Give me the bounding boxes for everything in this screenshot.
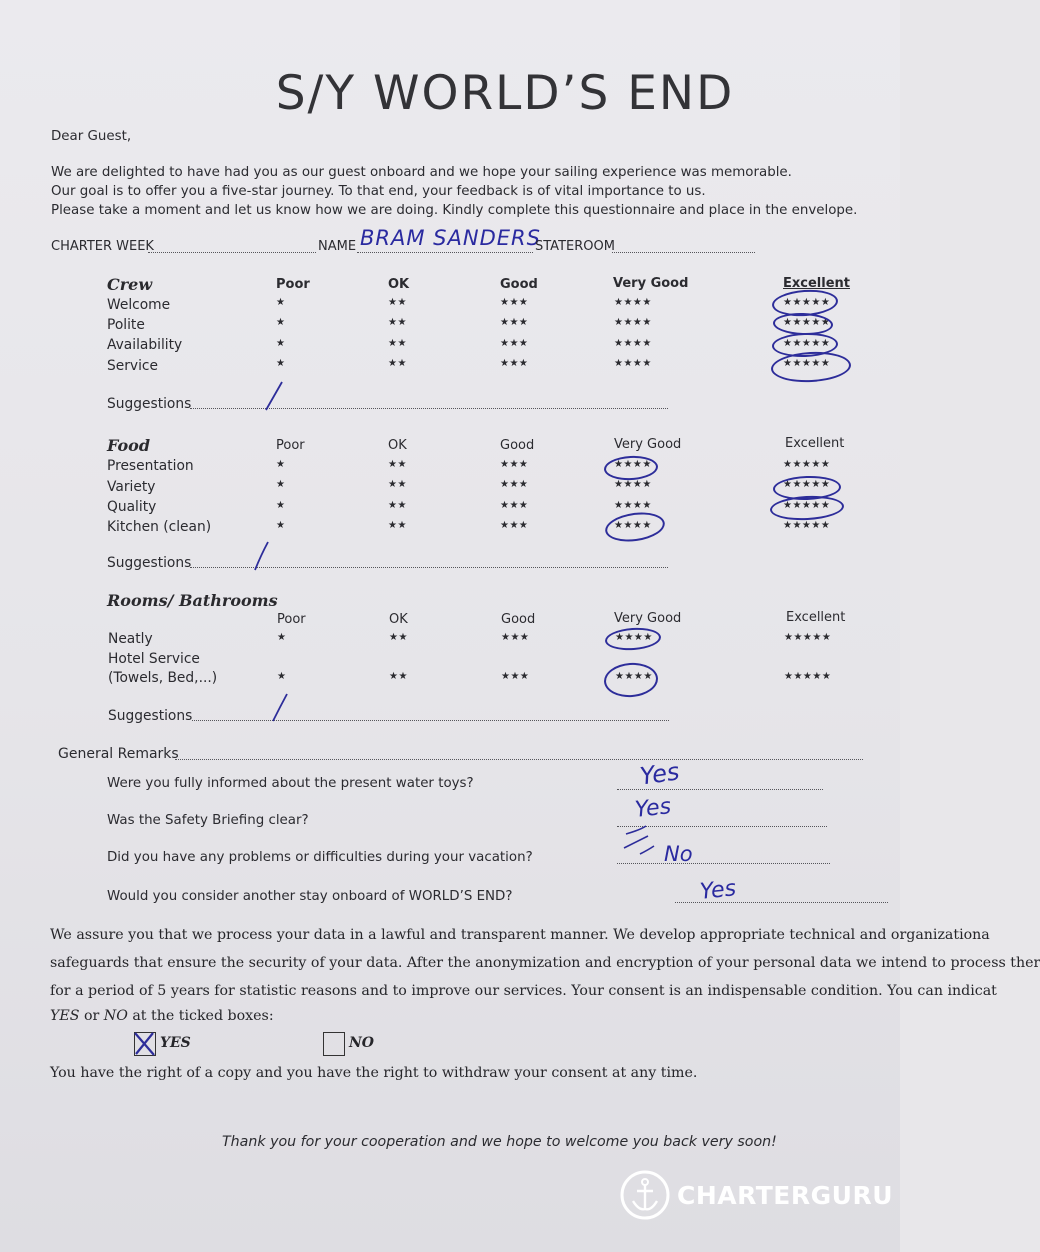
crew-row-welcome: Welcome	[107, 297, 171, 313]
food-quality-excellent-mark	[769, 494, 844, 522]
charter-week-field[interactable]	[148, 252, 316, 253]
rooms-row-hotel-service-detail: (Towels, Bed,...)	[108, 670, 218, 686]
food-row3-good-stars[interactable]: ★★★	[500, 520, 529, 531]
answer-water-toys[interactable]: Yes	[638, 757, 682, 791]
crew-row0-good-stars[interactable]: ★★★	[500, 297, 529, 308]
consent-yes-word: YES	[50, 1008, 80, 1024]
closing-message: Thank you for your cooperation and we hope to welcome you back very soon!	[222, 1134, 777, 1150]
consent-line-3: for a period of 5 years for statistic reasons and to improve our services. Your consent is an indispensable condition. You can indicat	[50, 983, 997, 999]
consent-yes-label: YES	[160, 1035, 191, 1051]
consent-no-label: NO	[349, 1035, 374, 1051]
question-water-toys: Were you fully informed about the present water toys?	[107, 776, 474, 791]
document-title: S/Y WORLD’S END	[275, 66, 735, 121]
food-row-variety: Variety	[107, 479, 156, 495]
crew-row1-good-stars[interactable]: ★★★	[500, 317, 529, 328]
rooms-col-poor: Poor	[277, 612, 306, 627]
crew-row0-poor-stars[interactable]: ★	[276, 297, 286, 308]
food-row3-excellent-stars[interactable]: ★★★★★	[783, 520, 831, 531]
rooms-row0-poor-stars[interactable]: ★	[277, 632, 287, 643]
food-row0-very-good-stars[interactable]: ★★★★	[614, 459, 652, 470]
rooms-row1-good-stars[interactable]: ★★★	[501, 671, 530, 682]
crew-row2-poor-stars[interactable]: ★	[276, 338, 286, 349]
crew-row1-ok-stars[interactable]: ★★	[388, 317, 407, 328]
food-suggestions-label: Suggestions	[107, 555, 192, 571]
stateroom-field[interactable]	[612, 252, 755, 253]
food-col-poor: Poor	[276, 438, 305, 453]
food-presentation-verygood-mark	[603, 455, 658, 482]
rooms-col-very-good: Very Good	[614, 611, 682, 626]
name-label: NAME	[318, 239, 357, 254]
name-field-value[interactable]: BRAM SANDERS	[360, 226, 541, 250]
crew-row-polite: Polite	[107, 317, 145, 333]
consent-line-1: We assure you that we process your data in a lawful and transparent manner. We develop appropriate technical and organizationa	[50, 927, 990, 943]
food-col-very-good: Very Good	[614, 437, 682, 452]
crew-row3-excellent-stars[interactable]: ★★★★★	[783, 358, 831, 369]
rooms-col-good: Good	[501, 612, 536, 627]
rooms-row1-poor-stars[interactable]: ★	[277, 671, 287, 682]
food-kitchen-verygood-mark	[603, 509, 666, 545]
crew-col-poor: Poor	[276, 277, 310, 292]
crew-col-ok: OK	[388, 277, 410, 292]
consent-line-4	[50, 1008, 274, 1024]
rooms-row-neatly: Neatly	[108, 631, 153, 647]
greeting: Dear Guest,	[51, 129, 132, 144]
crew-col-good: Good	[500, 277, 538, 292]
anchor-logo-icon	[619, 1169, 671, 1221]
rooms-row1-very-good-stars[interactable]: ★★★★	[615, 671, 653, 682]
answer-problems[interactable]: No	[664, 842, 693, 866]
food-row3-very-good-stars[interactable]: ★★★★	[614, 520, 652, 531]
crew-suggestions-label: Suggestions	[107, 396, 192, 412]
crew-row0-excellent-stars[interactable]: ★★★★★	[783, 297, 831, 308]
consent-line-2: safeguards that ensure the security of your data. After the anonymization and encryption of your personal data we intend to process ther	[50, 955, 1040, 971]
watermark-logo-text: CHARTERGURU	[677, 1181, 893, 1210]
consent-tail: at the ticked boxes:	[127, 1008, 274, 1024]
charter-week-label: CHARTER WEEK	[51, 239, 154, 254]
crew-row3-ok-stars[interactable]: ★★	[388, 358, 407, 369]
consent-yes-checkbox[interactable]	[134, 1032, 156, 1056]
crew-suggestions-slash-mark	[262, 380, 286, 412]
crew-row1-poor-stars[interactable]: ★	[276, 317, 286, 328]
answer-another-stay[interactable]: Yes	[698, 876, 738, 905]
food-row1-very-good-stars[interactable]: ★★★★	[614, 479, 652, 490]
rooms-suggestions-label: Suggestions	[108, 708, 193, 724]
food-row0-good-stars[interactable]: ★★★	[500, 459, 529, 470]
rooms-col-excellent: Excellent	[786, 610, 846, 625]
crew-row2-good-stars[interactable]: ★★★	[500, 338, 529, 349]
consent-no-word: NO	[103, 1008, 128, 1024]
crew-row2-ok-stars[interactable]: ★★	[388, 338, 407, 349]
crew-row2-very-good-stars[interactable]: ★★★★	[614, 338, 652, 349]
food-row-quality: Quality	[107, 499, 157, 515]
crew-row3-poor-stars[interactable]: ★	[276, 358, 286, 369]
crew-row0-very-good-stars[interactable]: ★★★★	[614, 297, 652, 308]
rooms-row0-ok-stars[interactable]: ★★	[389, 632, 408, 643]
crew-row-service: Service	[107, 358, 158, 374]
crew-row2-excellent-stars[interactable]: ★★★★★	[783, 338, 831, 349]
food-row2-excellent-stars[interactable]: ★★★★★	[783, 500, 831, 511]
food-heading: Food	[107, 436, 151, 455]
rooms-row0-excellent-stars[interactable]: ★★★★★	[784, 632, 832, 643]
rooms-suggestions-field[interactable]	[192, 720, 669, 721]
rooms-neatly-verygood-mark	[604, 626, 661, 652]
crew-heading: Crew	[107, 275, 153, 294]
intro-line-3: Please take a moment and let us know how we are doing. Kindly complete this questionnaire and place in the envelope.	[51, 203, 858, 218]
food-row-kitchen: Kitchen (clean)	[107, 519, 212, 535]
rooms-row1-excellent-stars[interactable]: ★★★★★	[784, 671, 832, 682]
name-field-line	[357, 252, 533, 253]
crew-row3-very-good-stars[interactable]: ★★★★	[614, 358, 652, 369]
food-row1-poor-stars[interactable]: ★	[276, 479, 286, 490]
food-row0-poor-stars[interactable]: ★	[276, 459, 286, 470]
food-suggestions-slash-mark	[250, 540, 274, 572]
question-safety-briefing: Was the Safety Briefing clear?	[107, 813, 309, 828]
food-col-ok: OK	[388, 438, 407, 453]
rooms-row-hotel-service: Hotel Service	[108, 651, 200, 667]
rooms-row0-good-stars[interactable]: ★★★	[501, 632, 530, 643]
food-col-good: Good	[500, 438, 535, 453]
food-row2-good-stars[interactable]: ★★★	[500, 500, 529, 511]
question-another-stay: Would you consider another stay onboard of WORLD’S END?	[107, 889, 513, 904]
rooms-hotel-verygood-mark	[603, 661, 659, 699]
rooms-row0-very-good-stars[interactable]: ★★★★	[615, 632, 653, 643]
food-row0-ok-stars[interactable]: ★★	[388, 459, 407, 470]
crew-row-availability: Availability	[107, 337, 183, 353]
general-remarks-field[interactable]	[175, 759, 863, 760]
consent-or-word: or	[79, 1008, 104, 1024]
rooms-row1-ok-stars[interactable]: ★★	[389, 671, 408, 682]
crew-col-excellent: Excellent	[783, 276, 850, 291]
rooms-col-ok: OK	[389, 612, 408, 627]
crew-row1-very-good-stars[interactable]: ★★★★	[614, 317, 652, 328]
crew-row3-good-stars[interactable]: ★★★	[500, 358, 529, 369]
general-remarks-label: General Remarks	[58, 746, 179, 762]
crew-service-excellent-mark	[770, 350, 851, 384]
rooms-suggestions-slash-mark	[267, 692, 291, 724]
consent-rights: You have the right of a copy and you have the right to withdraw your consent at any time.	[50, 1065, 698, 1081]
food-row2-poor-stars[interactable]: ★	[276, 500, 286, 511]
food-row0-excellent-stars[interactable]: ★★★★★	[783, 459, 831, 470]
food-row2-very-good-stars[interactable]: ★★★★	[614, 500, 652, 511]
crew-col-very-good: Very Good	[613, 276, 689, 291]
check-x-icon	[132, 1029, 156, 1057]
food-row-presentation: Presentation	[107, 458, 194, 474]
food-row1-good-stars[interactable]: ★★★	[500, 479, 529, 490]
crew-row1-excellent-stars[interactable]: ★★★★★	[783, 317, 831, 328]
food-row1-excellent-stars[interactable]: ★★★★★	[783, 479, 831, 490]
food-row1-ok-stars[interactable]: ★★	[388, 479, 407, 490]
intro-line-2: Our goal is to offer you a five-star journey. To that end, your feedback is of vital importance to us.	[51, 184, 706, 199]
rooms-heading: Rooms/ Bathrooms	[107, 591, 278, 610]
answer-safety-briefing[interactable]: Yes	[633, 794, 673, 823]
food-row3-ok-stars[interactable]: ★★	[388, 520, 407, 531]
food-col-excellent: Excellent	[785, 436, 845, 451]
consent-no-checkbox[interactable]	[323, 1032, 345, 1056]
food-row2-ok-stars[interactable]: ★★	[388, 500, 407, 511]
intro-line-1: We are delighted to have had you as our guest onboard and we hope your sailing experience was memorable.	[51, 165, 792, 180]
answer-problems-scribble-mark	[618, 822, 664, 864]
question-problems: Did you have any problems or difficulties during your vacation?	[107, 850, 533, 865]
crew-row0-ok-stars[interactable]: ★★	[388, 297, 407, 308]
stateroom-label: STATEROOM	[535, 239, 615, 254]
food-row3-poor-stars[interactable]: ★	[276, 520, 286, 531]
